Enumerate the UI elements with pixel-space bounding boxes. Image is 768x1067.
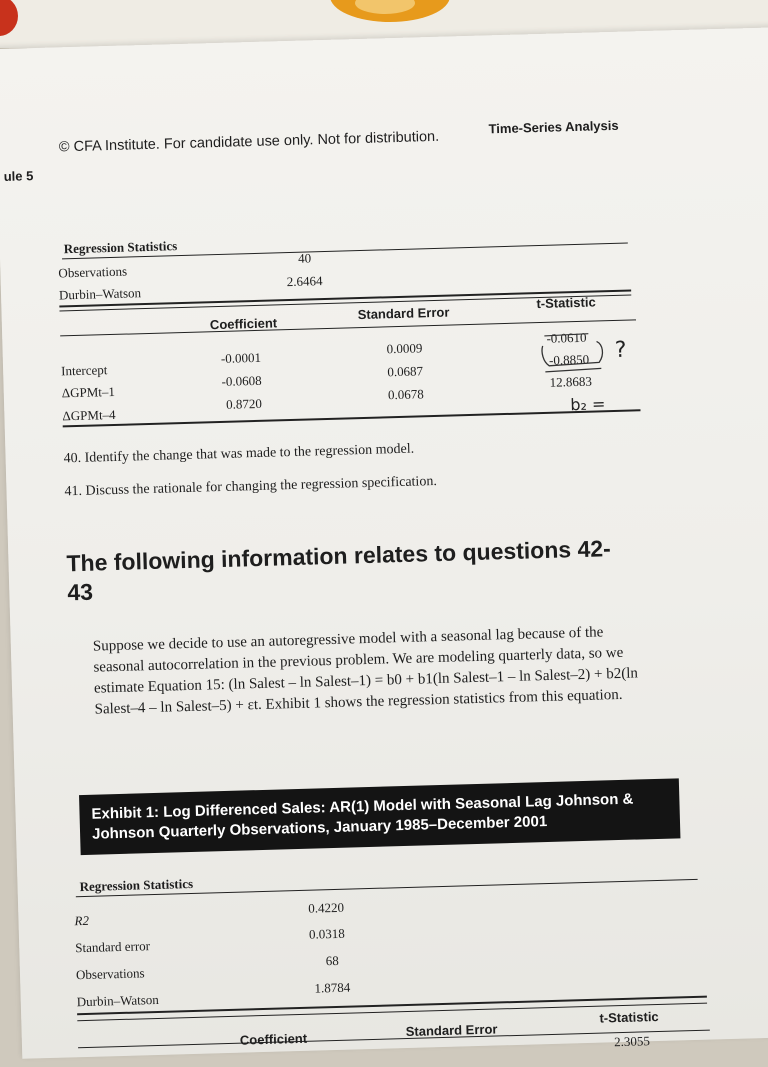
running-title: Time-Series Analysis — [488, 117, 619, 137]
module-label: ule 5 — [3, 168, 34, 184]
copyright-notice: © CFA Institute. For candidate use only. Not for distribution. — [58, 128, 440, 156]
lag4-t-statistic: 12.8683 — [549, 373, 593, 390]
durbin-watson-value: 2.6464 — [286, 273, 323, 290]
intercept-coefficient: -0.0001 — [220, 349, 262, 366]
row-label-gpm-lag4: ΔGPMt–4 — [62, 406, 116, 424]
r-squared-value: 0.4220 — [308, 899, 345, 916]
durbin-watson-label: Durbin–Watson — [58, 285, 142, 303]
row-label-intercept: Intercept — [60, 362, 108, 379]
durbin-watson-value-2: 1.8784 — [314, 979, 351, 996]
observations-label-2: Observations — [75, 965, 145, 983]
lag1-coefficient: -0.0608 — [221, 372, 262, 389]
pen-annotations — [0, 27, 768, 469]
section-heading: The following information relates to questions 42-43 — [66, 535, 612, 606]
observations-value-2: 68 — [325, 952, 339, 969]
column-header-t-statistic-2: t-Statistic — [599, 1008, 659, 1026]
intercept-t-statistic: -0.0610 — [546, 329, 587, 346]
column-header-coefficient-2: Coefficient — [239, 1030, 308, 1048]
column-header-t-statistic: t-Statistic — [536, 294, 596, 312]
lag1-standard-error: 0.0687 — [387, 363, 424, 380]
observations-value: 40 — [297, 250, 312, 266]
lag4-coefficient: 0.8720 — [225, 395, 263, 412]
lag1-t-statistic: -0.8850 — [548, 351, 590, 368]
regression-statistics-title: Regression Statistics — [63, 238, 178, 257]
intro-paragraph: Suppose we decide to use an autoregressive model with a seasonal lag because of the seasonal autocorrelation in the previous problem. We are modeling quarterly data, so we estimate Equation 15: (ln Salest – ln Salest–1) = b0 + b1(ln Salest–1 – ln Salest–2) + b2(ln Salest–4 – ln Salest–5) + εt. Exhibit 1 shows the regression statistics from this equation. — [92, 624, 639, 718]
handwritten-question-mark: ? — [614, 337, 627, 363]
column-header-coefficient: Coefficient — [209, 315, 278, 333]
question-40: 40. Identify the change that was made to the regression model. — [63, 441, 415, 467]
standard-error-value: 0.0318 — [308, 925, 345, 942]
standard-error-label: Standard error — [75, 938, 151, 956]
regression-statistics-title-2: Regression Statistics — [79, 875, 194, 895]
r-squared-label: R2 — [74, 912, 90, 929]
intercept-standard-error: 0.0009 — [386, 340, 423, 357]
exhibit-title-banner: Exhibit 1: Log Differenced Sales: AR(1) Model with Seasonal Lag Johnson & Johnson Quarterly Observations, January 1985–December 2001 — [79, 778, 680, 855]
durbin-watson-label-2: Durbin–Watson — [76, 991, 159, 1010]
handwritten-note: b₂ = — [570, 394, 606, 415]
column-header-standard-error: Standard Error — [357, 304, 450, 323]
lag4-standard-error: 0.0678 — [387, 386, 424, 403]
row-label-gpm-lag1: ΔGPMt–1 — [61, 383, 116, 401]
textbook-page — [0, 27, 768, 1059]
partial-t-statistic-value: 2.3055 — [613, 1033, 651, 1050]
question-41: 41. Discuss the rationale for changing the regression specification. — [64, 473, 438, 500]
observations-label: Observations — [58, 263, 128, 281]
column-header-standard-error-2: Standard Error — [405, 1021, 498, 1040]
